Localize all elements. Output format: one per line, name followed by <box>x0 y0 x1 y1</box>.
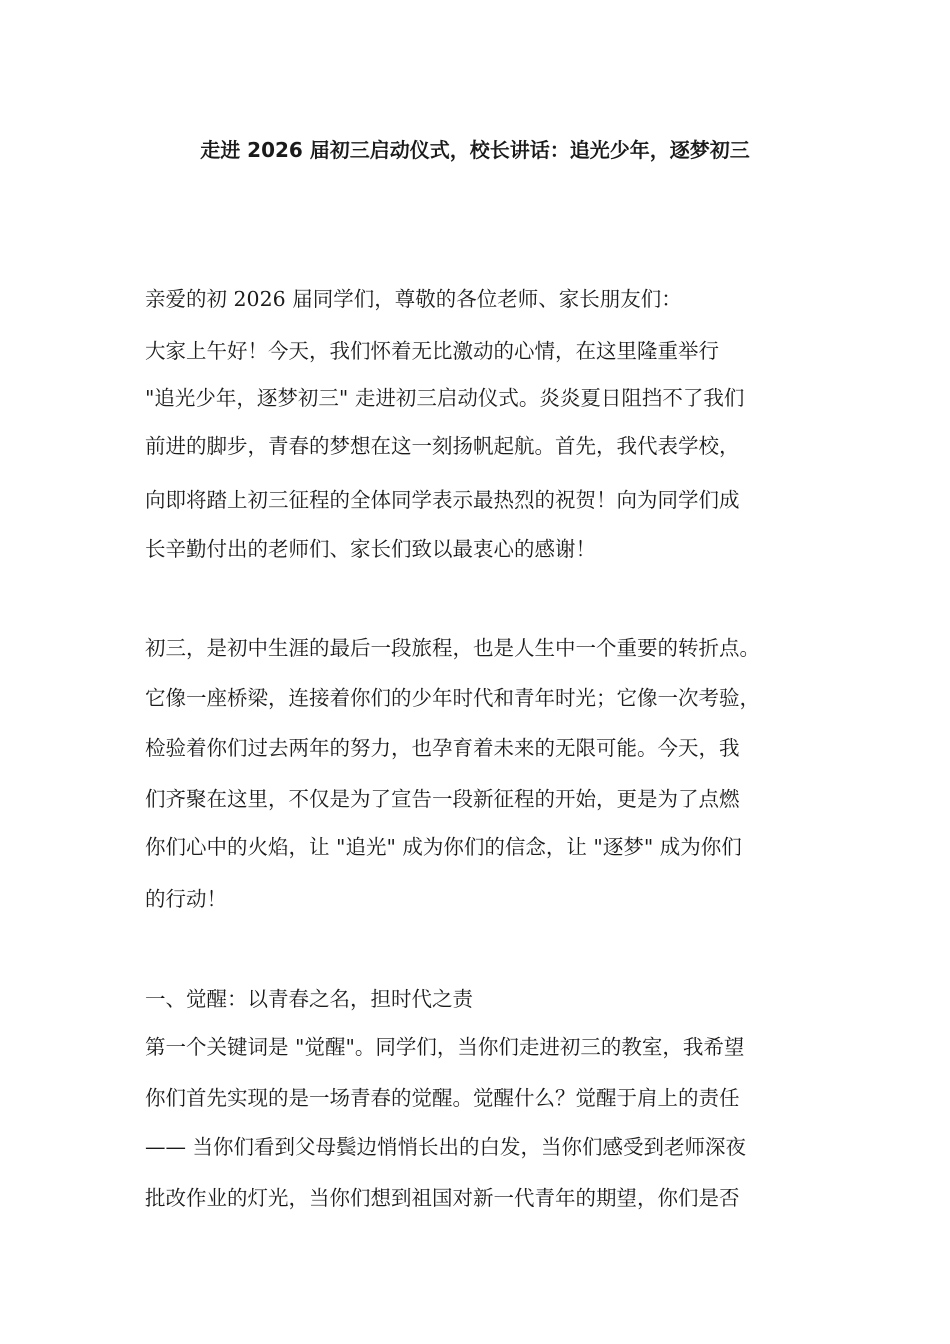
paragraph-line: 的行动！ <box>145 887 227 911</box>
paragraph-line: 前进的脚步，青春的梦想在这一刻扬帆起航。首先，我代表学校， <box>145 434 740 458</box>
paragraph-line: 大家上午好！今天，我们怀着无比激动的心情，在这里隆重举行 <box>145 339 719 363</box>
paragraph-line: 第一个关键词是 "觉醒"。同学们，当你们走进初三的教室，我希望 <box>145 1035 745 1059</box>
paragraph-line: —— 当你们看到父母鬓边悄悄长出的白发，当你们感受到老师深夜 <box>145 1135 747 1159</box>
paragraph-line: 初三，是初中生涯的最后一段旅程，也是人生中一个重要的转折点。 <box>145 636 760 660</box>
paragraph-line: 它像一座桥梁，连接着你们的少年时代和青年时光；它像一次考验， <box>145 686 760 710</box>
paragraph-line: 你们首先实现的是一场青春的觉醒。觉醒什么？觉醒于肩上的责任 <box>145 1086 740 1110</box>
paragraph-line: 们齐聚在这里，不仅是为了宣告一段新征程的开始，更是为了点燃 <box>145 787 740 811</box>
paragraph-line: 检验着你们过去两年的努力，也孕育着未来的无限可能。今天，我 <box>145 736 740 760</box>
paragraph-line: 长辛勤付出的老师们、家长们致以最衷心的感谢！ <box>145 537 596 561</box>
paragraph-line: 你们心中的火焰，让 "追光" 成为你们的信念，让 "逐梦" 成为你们 <box>145 835 742 859</box>
section-heading: 一、觉醒：以青春之名，担时代之责 <box>145 987 473 1011</box>
salutation-line: 亲爱的初 2026 届同学们，尊敬的各位老师、家长朋友们： <box>145 287 682 311</box>
document-title: 走进 2026 届初三启动仪式，校长讲话：追光少年，逐梦初三 <box>200 138 750 162</box>
paragraph-line: "追光少年，逐梦初三" 走进初三启动仪式。炎炎夏日阻挡不了我们 <box>145 386 745 410</box>
paragraph-line: 向即将踏上初三征程的全体同学表示最热烈的祝贺！向为同学们成 <box>145 488 740 512</box>
paragraph-line: 批改作业的灯光，当你们想到祖国对新一代青年的期望，你们是否 <box>145 1186 740 1210</box>
